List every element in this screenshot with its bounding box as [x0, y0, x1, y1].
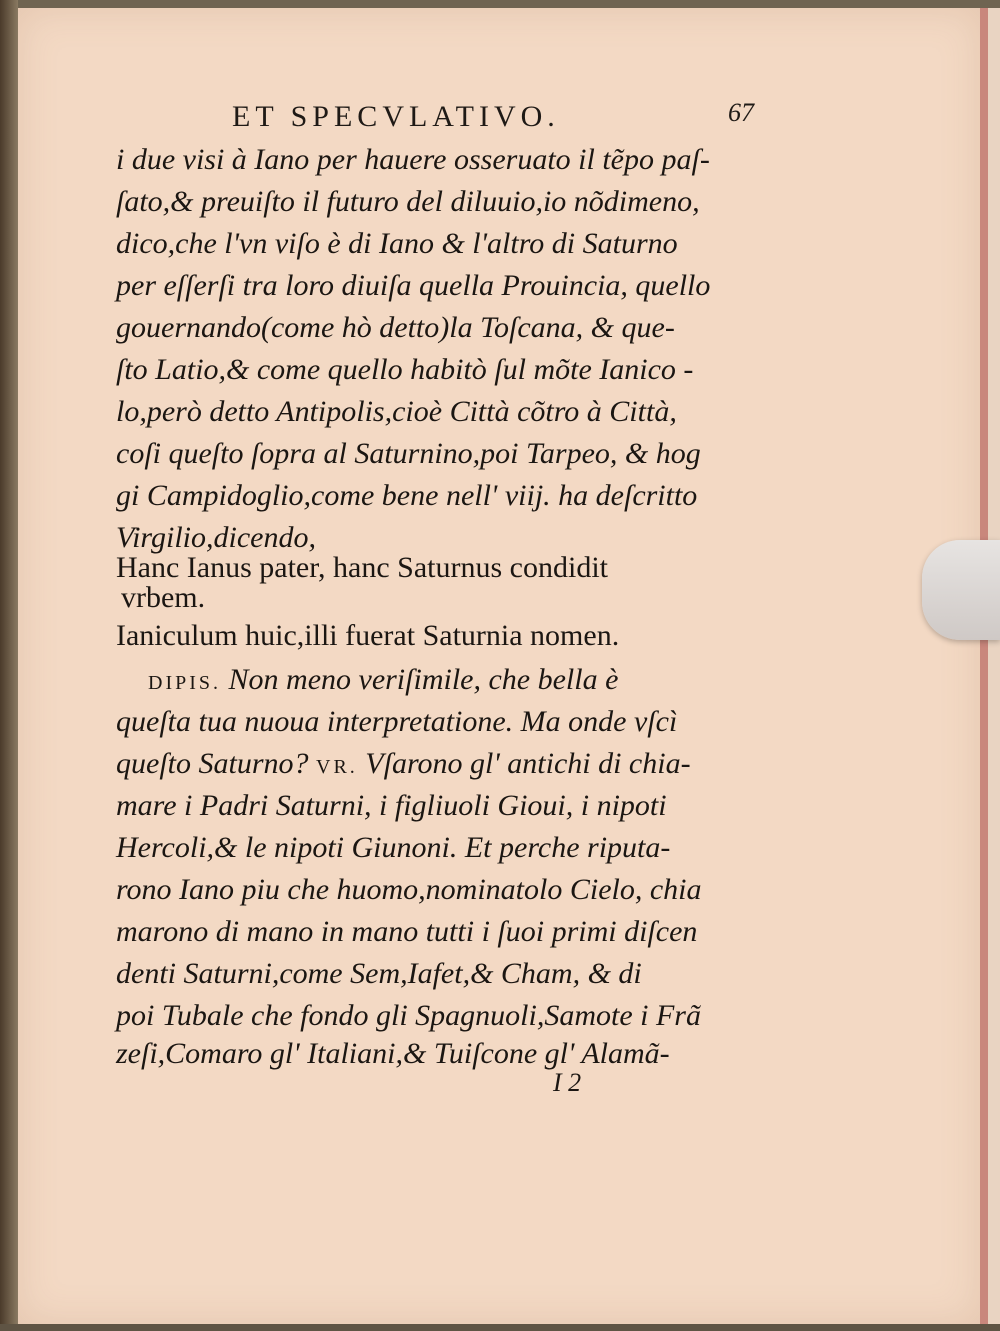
dialogue-line: [116, 744, 716, 787]
text-line: ſato,& preuiſto il futuro del diluuio,io nõdimeno,: [116, 185, 700, 218]
dialogue-line: mare i Padri Saturni, i figliuoli Gioui, i nipoti: [116, 789, 667, 822]
book-binding: [0, 0, 18, 1331]
text-line: gouernando(come hò detto)la Toſcana, & que-: [116, 311, 675, 344]
text-line: dico,che l'vn viſo è di Iano & l'altro di Saturno: [116, 227, 678, 260]
speaker-text: Vſarono gl' antichi di chia-: [365, 747, 691, 780]
text-line: coſi queſto ſopra al Saturnino,poi Tarpeo, & hog: [116, 437, 701, 470]
page-number: 67: [728, 98, 754, 127]
speaker-label: VR.: [316, 756, 358, 778]
dialogue-line: [148, 660, 748, 703]
text-line: gi Campidoglio,come bene nell' viij. ha deſcritto: [116, 479, 698, 512]
dialogue-line: rono Iano piu che huomo,nominatolo Cielo, chia: [116, 873, 702, 906]
book-bottom-edge: [0, 1324, 1000, 1331]
running-title: ET SPECVLATIVO.: [232, 100, 560, 133]
dialogue-line: marono di mano in mano tutti i ſuoi primi diſcen: [116, 915, 698, 948]
signature-mark: I 2: [553, 1068, 582, 1097]
page-holder-clip: [922, 540, 1000, 640]
dialogue-line: zeſi,Comaro gl' Italiani,& Tuiſcone gl' Alamã-: [116, 1037, 670, 1070]
verse-line: Hanc Ianus pater, hanc Saturnus condidit: [116, 551, 608, 584]
text-line: lo,però detto Antipolis,cioè Città cõtro à Città,: [116, 395, 677, 428]
dialogue-line: Hercoli,& le nipoti Giunoni. Et perche riputa-: [116, 831, 671, 864]
dialogue-line: poi Tubale che fondo gli Spagnuoli,Samote i Frã: [116, 999, 701, 1032]
text-line: i due visi à Iano per hauere osseruato il tẽpo paſ-: [116, 143, 710, 176]
speaker-text: queſto Saturno?: [116, 747, 309, 780]
book-top-edge: [0, 0, 1000, 8]
dialogue-line: denti Saturni,come Sem,Iafet,& Cham, & di: [116, 957, 642, 990]
dialogue-line: queſta tua nuoua interpretatione. Ma onde vſcì: [116, 705, 678, 738]
text-line: Virgilio,dicendo,: [116, 521, 316, 554]
text-line: ſto Latio,& come quello habitò ſul mõte Ianico -: [116, 353, 694, 386]
speaker-text: Non meno veriſimile, che bella è: [228, 663, 619, 696]
text-line: per eſſerſi tra loro diuiſa quella Prouincia, quello: [116, 269, 711, 302]
verse-line: vrbem.: [121, 581, 206, 614]
verse-line: Ianiculum huic,illi fuerat Saturnia nomen.: [116, 619, 620, 652]
speaker-label: DIPIS.: [148, 672, 222, 694]
